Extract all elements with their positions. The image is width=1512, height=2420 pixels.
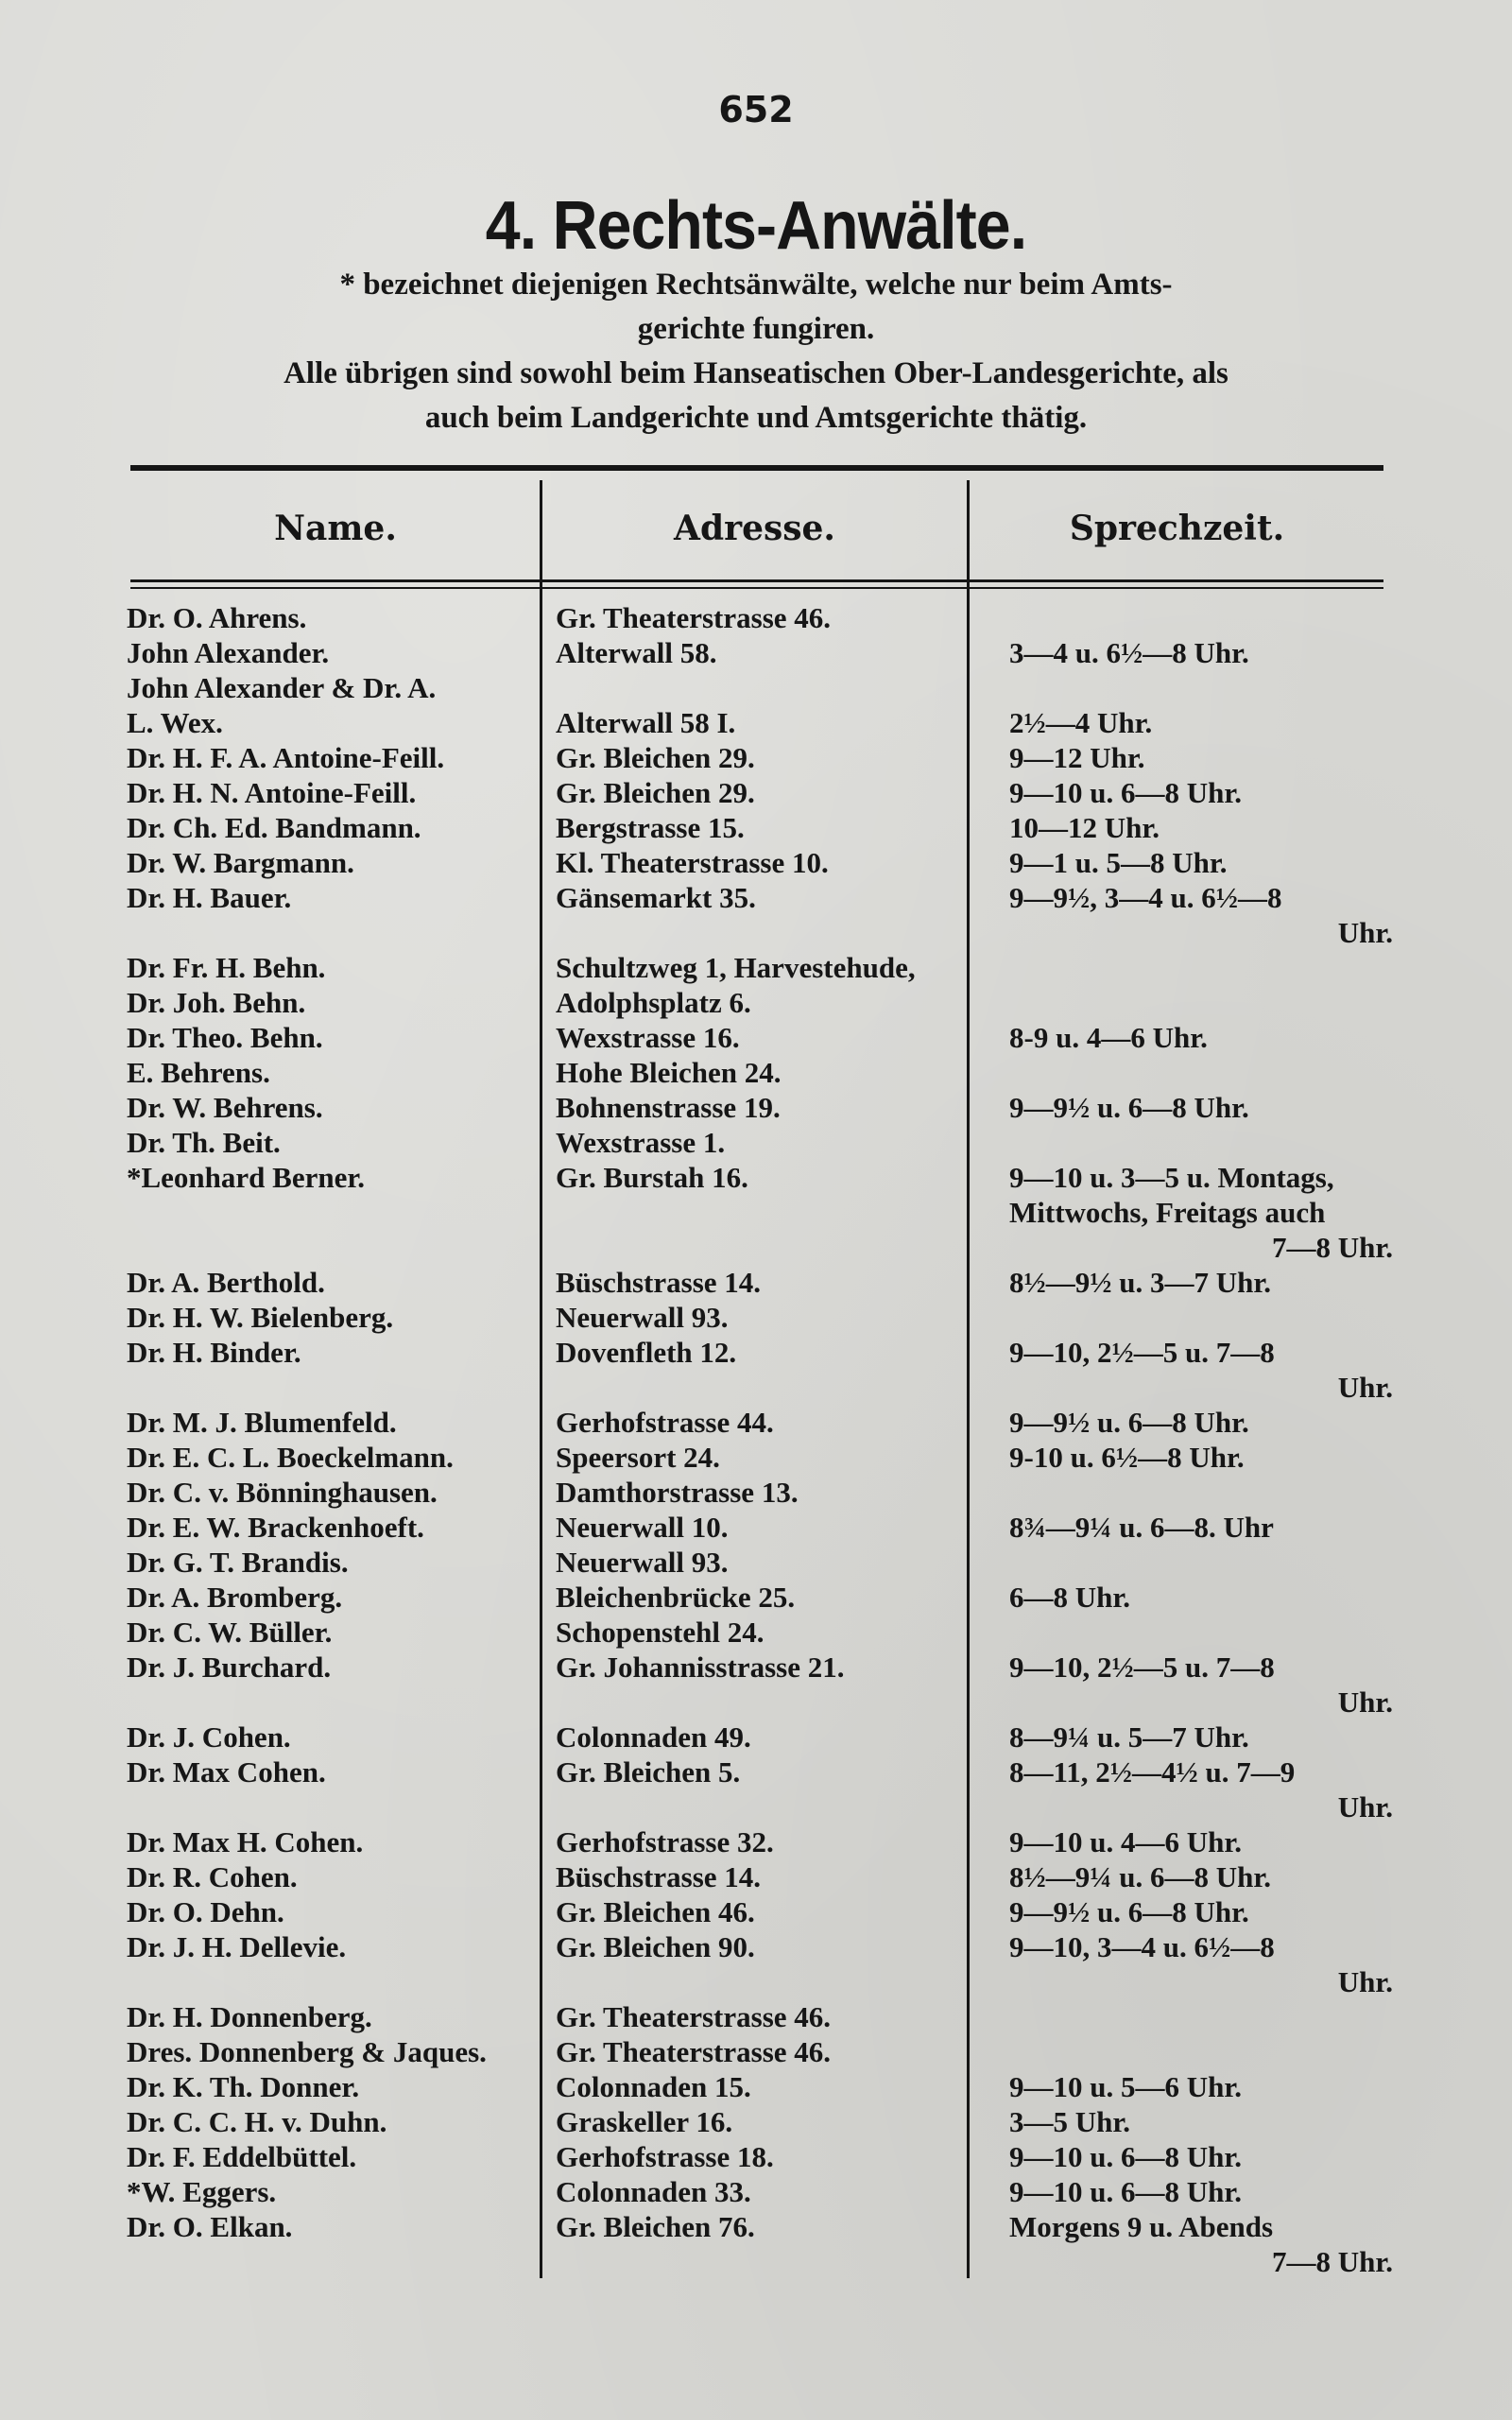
lawyer-name: Dr. A. Berthold. (127, 1266, 325, 1299)
lawyer-name: Dr. C. W. Büller. (127, 1616, 333, 1649)
lawyer-address: Gr. Burstah 16. (556, 1161, 748, 1194)
lawyer-address: Gr. Bleichen 5. (556, 1755, 741, 1789)
office-hours-line: 9—10, 2½—5 u. 7—8 (1009, 1336, 1275, 1369)
office-hours-line: 8—9¼ u. 5—7 Uhr. (1009, 1720, 1249, 1754)
lawyer-name: Dr. Max Cohen. (127, 1755, 326, 1789)
lawyer-name: *W. Eggers. (127, 2175, 277, 2208)
office-hours-line: 9—12 Uhr. (1009, 741, 1145, 774)
lawyer-name: Dr. K. Th. Donner. (127, 2070, 360, 2103)
office-hours-line: Morgens 9 u. Abends (1009, 2210, 1274, 2243)
office-hours-line: 9—10 u. 3—5 u. Montags, (1009, 1161, 1334, 1194)
column-divider (540, 480, 542, 2278)
lawyer-address: Damthorstrasse 13. (556, 1476, 799, 1509)
lawyer-name: *Leonhard Berner. (127, 1161, 366, 1194)
intro-line: Alle übrigen sind sowohl beim Hanseatischen Ober-Landesgerichte, als (284, 356, 1228, 390)
section-title: 4. Rechts-Anwälte. (485, 188, 1027, 264)
office-hours (1009, 1440, 1393, 1475)
lawyer-name: L. Wex. (127, 706, 223, 739)
office-hours (1009, 1510, 1393, 1545)
lawyer-name: Dr. Joh. Behn. (127, 986, 306, 1019)
office-hours (1009, 1160, 1393, 1265)
office-hours (1009, 1090, 1393, 1125)
lawyer-name: Dr. A. Bromberg. (127, 1581, 343, 1614)
office-hours-line: 8½—9¼ u. 6—8 Uhr. (1009, 1860, 1272, 1893)
office-hours (1009, 880, 1393, 950)
lawyer-address: Alterwall 58. (556, 636, 717, 669)
lawyer-name: John Alexander & Dr. A. (127, 671, 437, 704)
lawyer-name: Dr. E. C. L. Boeckelmann. (127, 1441, 454, 1474)
lawyer-address: Alterwall 58 I. (556, 706, 736, 739)
office-hours (1009, 2209, 1393, 2279)
lawyer-name: Dr. E. W. Brackenhoeft. (127, 1511, 424, 1544)
lawyer-address: Colonnaden 33. (556, 2175, 751, 2208)
office-hours-line: 3—5 Uhr. (1009, 2105, 1131, 2138)
lawyer-address: Dovenfleth 12. (556, 1336, 737, 1369)
office-hours-line: Uhr. (1337, 1965, 1393, 1998)
office-hours-line: 9—10 u. 6—8 Uhr. (1009, 776, 1243, 809)
lawyer-name: Dr. Th. Beit. (127, 1126, 281, 1159)
intro-text (142, 263, 1370, 441)
office-hours (1009, 845, 1393, 880)
lawyer-address: Bleichenbrücke 25. (556, 1581, 796, 1614)
lawyer-address: Gr. Theaterstrasse 46. (556, 2000, 832, 2033)
lawyer-address: Schultzweg 1, Harvestehude, (556, 951, 916, 984)
office-hours (1009, 1929, 1393, 1999)
office-hours-line: 8½—9½ u. 3—7 Uhr. (1009, 1266, 1272, 1299)
lawyer-address: Colonnaden 49. (556, 1720, 751, 1754)
lawyer-name: Dr. Ch. Ed. Bandmann. (127, 811, 421, 844)
office-hours (1009, 2139, 1393, 2174)
office-hours (1009, 2069, 1393, 2104)
lawyer-name: Dr. O. Dehn. (127, 1895, 284, 1928)
lawyer-name: Dr. H. Bauer. (127, 881, 292, 914)
lawyer-name: E. Behrens. (127, 1056, 270, 1089)
office-hours (1009, 2174, 1393, 2209)
lawyer-address: Gr. Johannisstrasse 21. (556, 1651, 845, 1684)
lawyer-address: Graskeller 16. (556, 2105, 733, 2138)
office-hours-line: 9—10, 2½—5 u. 7—8 (1009, 1651, 1275, 1684)
office-hours (1009, 1580, 1393, 1615)
office-hours-line: 9—9½, 3—4 u. 6½—8 (1009, 881, 1282, 914)
lawyer-address: Gerhofstrasse 32. (556, 1825, 774, 1858)
lawyer-address: Gr. Theaterstrasse 46. (556, 601, 832, 634)
office-hours (1009, 1720, 1393, 1754)
lawyer-name: Dr. H. F. A. Antoine-Feill. (127, 741, 445, 774)
office-hours (1009, 810, 1393, 845)
office-hours (1009, 1650, 1393, 1720)
lawyer-name: Dr. W. Bargmann. (127, 846, 354, 879)
lawyer-name: Dr. G. T. Brandis. (127, 1546, 349, 1579)
lawyer-address: Neuerwall 93. (556, 1301, 729, 1334)
lawyer-address: Gr. Bleichen 46. (556, 1895, 755, 1928)
office-hours (1009, 1265, 1393, 1300)
office-hours-line: 9—1 u. 5—8 Uhr. (1009, 846, 1228, 879)
lawyer-address: Wexstrasse 16. (556, 1021, 740, 1054)
lawyer-address: Kl. Theaterstrasse 10. (556, 846, 829, 879)
office-hours-line: 9—9½ u. 6—8 Uhr. (1009, 1091, 1249, 1124)
lawyer-name: Dr. H. N. Antoine-Feill. (127, 776, 417, 809)
office-hours-line: 9—10 u. 5—6 Uhr. (1009, 2070, 1243, 2103)
office-hours-line: 8-9 u. 4—6 Uhr. (1009, 1021, 1208, 1054)
lawyer-name: Dr. O. Elkan. (127, 2210, 293, 2243)
office-hours-line: 9—9½ u. 6—8 Uhr. (1009, 1895, 1249, 1928)
lawyer-address: Wexstrasse 1. (556, 1126, 726, 1159)
office-hours (1009, 1824, 1393, 1859)
lawyer-address: Gr. Bleichen 90. (556, 1930, 755, 1963)
lawyer-name: Dr. Max H. Cohen. (127, 1825, 364, 1858)
office-hours-line: Uhr. (1337, 1685, 1393, 1719)
lawyer-address: Gerhofstrasse 18. (556, 2140, 774, 2173)
office-hours-line: 7—8 Uhr. (1271, 2245, 1393, 2278)
lawyer-name: Dr. H. W. Bielenberg. (127, 1301, 394, 1334)
intro-line: * bezeichnet diejenigen Rechtsänwälte, welche nur beim Amts- (339, 268, 1173, 302)
table-top-rule (130, 465, 1383, 471)
column-divider (967, 480, 970, 2278)
lawyer-name: Dres. Donnenberg & Jaques. (127, 2035, 487, 2068)
office-hours-line: 2½—4 Uhr. (1009, 706, 1153, 739)
lawyer-address: Bergstrasse 15. (556, 811, 745, 844)
lawyer-address: Büschstrasse 14. (556, 1266, 762, 1299)
column-header-name: Name. (274, 509, 397, 548)
lawyer-name: Dr. W. Behrens. (127, 1091, 323, 1124)
lawyer-name: Dr. J. H. Dellevie. (127, 1930, 347, 1963)
office-hours (1009, 1020, 1393, 1055)
office-hours-line: 8¾—9¼ u. 6—8. Uhr (1009, 1511, 1274, 1544)
lawyer-address: Büschstrasse 14. (556, 1860, 762, 1893)
office-hours (1009, 1405, 1393, 1440)
page-number: 652 (718, 89, 794, 130)
office-hours-line: Uhr. (1337, 1371, 1393, 1404)
lawyer-address: Speersort 24. (556, 1441, 720, 1474)
lawyer-address: Neuerwall 10. (556, 1511, 729, 1544)
lawyer-address: Schopenstehl 24. (556, 1616, 765, 1649)
office-hours (1009, 635, 1393, 670)
office-hours-line: 6—8 Uhr. (1009, 1581, 1131, 1614)
lawyer-address: Gr. Bleichen 76. (556, 2210, 755, 2243)
lawyer-address: Gr. Bleichen 29. (556, 741, 755, 774)
lawyer-name: Dr. F. Eddelbüttel. (127, 2140, 357, 2173)
lawyer-address: Bohnenstrasse 19. (556, 1091, 781, 1124)
office-hours-line: 9-10 u. 6½—8 Uhr. (1009, 1441, 1245, 1474)
lawyer-address: Adolphsplatz 6. (556, 986, 751, 1019)
office-hours-line: 3—4 u. 6½—8 Uhr. (1009, 636, 1249, 669)
lawyer-name: John Alexander. (127, 636, 330, 669)
office-hours (1009, 1335, 1393, 1405)
lawyer-address: Gerhofstrasse 44. (556, 1406, 774, 1439)
lawyer-name: Dr. J. Cohen. (127, 1720, 291, 1754)
lawyer-address: Neuerwall 93. (556, 1546, 729, 1579)
office-hours-line: 9—10 u. 4—6 Uhr. (1009, 1825, 1243, 1858)
header-bottom-rule (130, 587, 1383, 589)
header-bottom-rule (130, 579, 1383, 582)
lawyer-address: Gänsemarkt 35. (556, 881, 756, 914)
lawyer-name: Dr. M. J. Blumenfeld. (127, 1406, 397, 1439)
office-hours-line: Uhr. (1337, 916, 1393, 949)
office-hours-line: Mittwochs, Freitags auch (1009, 1196, 1326, 1229)
lawyer-name: Dr. O. Ahrens. (127, 601, 307, 634)
office-hours-line: 9—10 u. 6—8 Uhr. (1009, 2175, 1243, 2208)
office-hours-line: 8—11, 2½—4½ u. 7—9 (1009, 1755, 1296, 1789)
lawyer-name: Dr. C. v. Bönninghausen. (127, 1476, 438, 1509)
office-hours (1009, 1894, 1393, 1929)
lawyer-name: Dr. C. C. H. v. Duhn. (127, 2105, 387, 2138)
office-hours-line: 7—8 Uhr. (1271, 1231, 1393, 1264)
lawyer-name: Dr. Theo. Behn. (127, 1021, 323, 1054)
lawyer-name: Dr. H. Binder. (127, 1336, 301, 1369)
lawyer-name: Dr. R. Cohen. (127, 1860, 298, 1893)
office-hours (1009, 740, 1393, 775)
office-hours-line: 9—10 u. 6—8 Uhr. (1009, 2140, 1243, 2173)
lawyer-address: Gr. Bleichen 29. (556, 776, 755, 809)
lawyer-address: Hohe Bleichen 24. (556, 1056, 782, 1089)
lawyer-address: Gr. Theaterstrasse 46. (556, 2035, 832, 2068)
column-header-address: Adresse. (674, 509, 835, 548)
lawyer-address: Colonnaden 15. (556, 2070, 751, 2103)
office-hours-line: 9—10, 3—4 u. 6½—8 (1009, 1930, 1275, 1963)
office-hours (1009, 705, 1393, 740)
office-hours-line: Uhr. (1337, 1790, 1393, 1824)
office-hours (1009, 2104, 1393, 2139)
office-hours (1009, 775, 1393, 810)
office-hours (1009, 1754, 1393, 1824)
office-hours-line: 10—12 Uhr. (1009, 811, 1160, 844)
column-header-hours: Sprechzeit. (1069, 509, 1285, 548)
lawyer-name: Dr. Fr. H. Behn. (127, 951, 326, 984)
office-hours (1009, 1859, 1393, 1894)
intro-line: auch beim Landgerichte und Amtsgerichte thätig. (424, 401, 1088, 435)
intro-line: gerichte fungiren. (637, 312, 875, 346)
office-hours-line: 9—9½ u. 6—8 Uhr. (1009, 1406, 1249, 1439)
lawyer-name: Dr. H. Donnenberg. (127, 2000, 372, 2033)
lawyer-name: Dr. J. Burchard. (127, 1651, 332, 1684)
